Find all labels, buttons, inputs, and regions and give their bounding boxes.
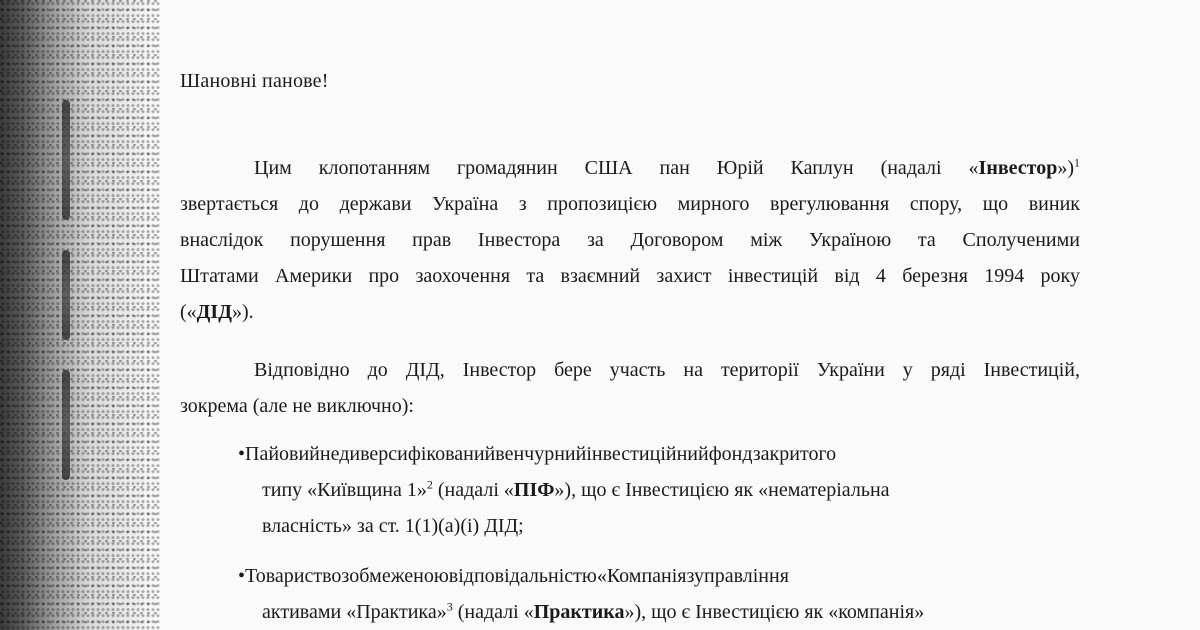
bullet-fund-line-2: типу «Київщина 1»$^2$ (надалі «ПІФ»), що є Інвестицією як «нематеріальна <box>262 477 890 501</box>
bullet-company-line-1: •Товариствозобмеженоювідповідальністю«Компаніязуправління <box>238 565 789 587</box>
intro-line-1: Цим клопотанням громадянин США пан Юрій Каплун (надалі «Інвестор»)$^1$ <box>254 155 1080 179</box>
bullet-fund-line-3: власність» за ст. 1(1)(а)(і) ДІД; <box>262 515 524 537</box>
bullet-company <box>238 558 1080 630</box>
paragraph-investments <box>180 352 1080 424</box>
intro-line-4: Штатами Америки про заохочення та взаємний захист інвестицій від 4 березня 1994 року <box>180 265 1080 287</box>
greeting: Шановні панове! <box>180 70 329 92</box>
bullet-fund <box>238 436 1080 544</box>
intro-line-5: («ДІД»). <box>180 301 254 323</box>
bullet-fund-line-1: •Пайовийнедиверсифікованийвенчурнийінвестиційнийфондзакритого <box>238 443 837 465</box>
intro-line-3: внаслідок порушення прав Інвестора за Договором між Україною та Сполученими <box>180 229 1080 251</box>
intro-line-2: звертається до держави Україна з пропозицією мирного врегулювання спору, що виник <box>180 193 1080 215</box>
paragraph-intro <box>180 150 1080 330</box>
bullet-company-line-2: активами «Практика»$^3$ (надалі «Практика»), що є Інвестицією як «компанія» <box>262 599 925 623</box>
investments-line-2: зокрема (але не виключно): <box>180 395 414 417</box>
investments-line-1: Відповідно до ДІД, Інвестор бере участь на території України у ряді Інвестицій, <box>254 359 1080 381</box>
